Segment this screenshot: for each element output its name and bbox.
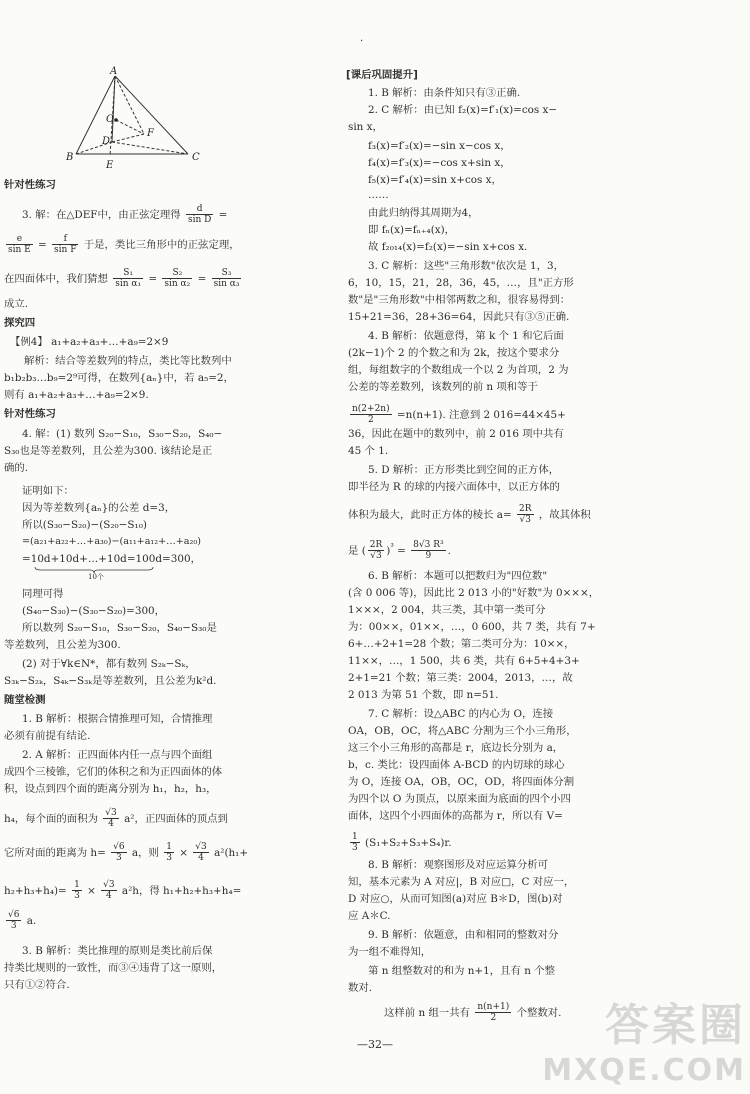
t2-text: a.: [26, 914, 37, 927]
r6-line-6: 11××，…，1 500，共 6 类，共有 6+5+4+3+: [348, 655, 580, 667]
r6-line-1: 6. B 解析：本题可以把数归为"四位数": [368, 570, 548, 582]
frac-num: √3: [105, 808, 117, 818]
r4-line-7: 45 个 1.: [348, 445, 389, 457]
t2-line-2: 成四个三棱锥，它们的体积之和为正四面体的体: [4, 766, 223, 778]
q4-line-5: 因为等差数列{aₙ}的公差 d=3，: [22, 502, 176, 514]
eq: =: [148, 272, 158, 285]
r2-line-8: 即 fₙ(x)=fₙ₊₄(x)，: [368, 224, 456, 236]
frac-den: sin α₁: [115, 279, 142, 290]
fraction-sqrt6-3: [111, 842, 126, 864]
r5-text: 是: [348, 544, 359, 557]
r6-line-3: 1×××，2 004，共三类，其中第一类可分: [348, 604, 546, 616]
r2-line-4: f₄(x)=f′₃(x)=−cos x+sin x，: [368, 157, 511, 169]
r7-line-8: [348, 832, 452, 854]
q3-line-2: $\frac{e}{\text{sin E}}$ = $\frac{f}{\text{sin F}}$ 于是，类比三角形中的正弦定理，: [8, 234, 240, 256]
fraction-d-sinD: [186, 204, 213, 226]
frac-den: 4: [108, 819, 114, 830]
r6-line-2: (含 0 006 等)，因此比 2 013 小的"好数"为 0×××，: [348, 587, 600, 599]
fraction-sqrt3-4c: [101, 880, 116, 902]
power: ³: [390, 542, 394, 553]
fraction-1-3b: [72, 880, 82, 902]
fraction-8sqrt3R3-9: [411, 540, 445, 562]
r2-line-2: sin x，: [348, 121, 383, 133]
underbrace-label: 10个: [88, 573, 104, 581]
point-O: [114, 118, 118, 122]
ex4-analysis-3: 则有 a₁+a₂+a₃+…+a₉=2×9.: [4, 389, 149, 401]
r8-line-2: 知，基本元素为 A 对应|，B 对应□，C 对应一，: [348, 876, 575, 888]
r2-line-1: 2. C 解析：由已知 f₂(x)=f′₁(x)=cos x−: [368, 104, 558, 116]
q4-line-4: 证明如下：: [22, 485, 74, 497]
edge-AD: [112, 76, 115, 142]
q4-line-12: 等差数列，且公差为300.: [4, 639, 121, 651]
label-F: F: [147, 128, 154, 139]
r4-line-1: 4. B 解析：依题意得，第 k 个 1 和它后面: [368, 330, 564, 342]
r1-line: 1. B 解析：由条件知只有③正确.: [368, 87, 521, 99]
frac-den: 2: [490, 1013, 497, 1024]
frac-den: sin F: [54, 245, 77, 256]
q4-line-3: 确的.: [4, 462, 29, 474]
edge-DC: [112, 142, 188, 154]
frac-num: √3: [103, 880, 115, 890]
t2-line-3: 积，设点到四个面的距离分别为 h₁，h₂，h₃，: [4, 783, 217, 795]
frac-den: sin α₂: [164, 279, 191, 290]
frac-num: f: [52, 234, 78, 245]
frac-den: 4: [106, 891, 112, 902]
fraction-2R-sqrt3: [517, 504, 534, 526]
r5-text: ，故其体积: [538, 508, 591, 521]
t2-text: a，则: [131, 846, 159, 859]
r3-line-3: 数"是"三角形数"中相邻两数之和，很容易得到：: [348, 294, 571, 306]
heading-classroom-check: 随堂检测: [4, 694, 46, 706]
t1-line-2: 必须有前提有结论.: [4, 730, 91, 742]
frac-den: 3: [352, 843, 358, 854]
watermark-site: MXQE.COM: [542, 1053, 746, 1088]
watermark: [542, 989, 746, 1088]
r4-line-2: (2k−1)个 2 的个数之和为 2k，按这个要求分: [348, 347, 560, 359]
r4-line-4: 公差的等差数列，该数列的前 n 项和等于: [348, 381, 538, 393]
heading-targeted-practice-1: 针对性练习: [4, 179, 56, 191]
t3-line-3: 只有①②符合.: [4, 979, 70, 991]
r2-line-3: f₃(x)=f′₂(x)=−sin x−cos x，: [368, 140, 511, 152]
r9-line-1: 9. B 解析：依题意，由和相同的整数对分: [368, 929, 559, 941]
q4-line-9: 同理可得: [22, 588, 64, 600]
fraction-e-sinE: [6, 234, 33, 256]
fraction-nn1-2: [475, 1002, 511, 1024]
t3-line-2: 持类比规则的一致性，而③④违背了这一原则，: [4, 962, 223, 974]
q4-line-2: S₃₀也是等差数列，且公差为300. 该结论是正: [4, 445, 213, 457]
r3-line-1: 3. C 解析：这些"三角形数"依次是 1，3，: [368, 260, 565, 272]
q3-text-3: 在四面体中，我们猜想: [4, 272, 108, 285]
fraction-1-3c: [350, 832, 360, 854]
r5-text: =: [397, 544, 406, 557]
fraction-1-3: [164, 842, 174, 864]
t2-line-5: [4, 842, 248, 864]
r9-line-3: 第 n 组整数对的和为 n+1，且有 n 个整: [368, 965, 555, 977]
heading-targeted-practice-2: 针对性练习: [4, 408, 56, 420]
r5-text: 体积为最大，此时正方体的棱长 a=: [348, 508, 512, 521]
eq: =: [197, 272, 207, 285]
r7-line-6: 为四个以 O 为顶点，以原来面为底面的四个小四: [348, 793, 571, 805]
r2-line-7: 由此归纳得其周期为4，: [368, 207, 479, 219]
r2-line-6: ……: [368, 189, 389, 201]
t1-line-1: 1. B 解析：根据合情推理可知，合情推理: [22, 713, 213, 725]
label-E: E: [106, 160, 114, 171]
q3-line-1: [22, 204, 227, 226]
frac-num: √6: [113, 842, 125, 852]
frac-num: e: [6, 234, 33, 245]
frac-num: S₁: [113, 268, 143, 279]
r4-line-3: 组，每组数字的个数组成一个以 2 为首项，2 为: [348, 364, 569, 376]
ex4-analysis-2: b₁b₂b₃…b₉=2⁹可得，在数列{aₙ}中，若 a₅=2，: [4, 372, 234, 384]
r7-text: (S₁+S₂+S₃+S₄)r.: [365, 836, 452, 849]
r9-text: 这样前 n 组一共有: [384, 1006, 471, 1019]
label-C: C: [192, 152, 200, 163]
heading-after-class: [课后巩固提升]: [346, 69, 418, 81]
frac-num: S₃: [212, 268, 242, 279]
label-D: D: [102, 136, 111, 147]
frac-num: n(2+2n): [352, 404, 390, 414]
line-AF: [115, 76, 144, 134]
r6-line-5: 6+…+2+1=28 个数；第二类可分为：10××，: [348, 638, 575, 650]
r7-line-4: b，c. 类比：设四面体 A-BCD 的内切球的球心: [348, 759, 565, 771]
r8-line-3: D 对应○，从而可知图(a)对应 B＊D，图(b)对: [348, 893, 563, 905]
t2-text: h₂+h₃+h₄)=: [4, 884, 67, 897]
r6-line-8: 2 013 为第 51 个数，即 n=51.: [348, 689, 499, 701]
t3-line-1: 3. B 解析：类比推理的原则是类比前后保: [22, 945, 213, 957]
q4-line-13: (2) 对于∀k∈N*，都有数列 S₂ₖ−Sₖ，: [22, 658, 196, 670]
r2-line-5: f₅(x)=f′₄(x)=sin x+cos x，: [368, 174, 502, 186]
fraction-f-sinF: [52, 234, 78, 256]
r5-line-2: 即半径为 R 的球的内接六面体中，以正方体的: [348, 481, 560, 493]
t2-line-4: [4, 808, 228, 830]
edge-AC: [115, 76, 188, 154]
frac-den: 3: [166, 853, 172, 864]
t2-text: a²(h₁+: [214, 846, 249, 859]
frac-num: 2R: [518, 504, 532, 514]
r5-line-3: [348, 504, 591, 526]
q4-line-8: =10d+10d+…+10d=100d=300，: [22, 553, 201, 565]
frac-num: 1: [74, 880, 80, 890]
t2-line-6: [4, 880, 241, 902]
r5-line-1: 5. D 解析：正方形类比到空间的正方体，: [368, 464, 560, 476]
r7-line-2: OA，OB，OC，将△ABC 分割为三个小三角形，: [348, 725, 577, 737]
frac-num: 8√3 R³: [413, 540, 444, 550]
r4-line-6: 36，因此在题中的数列中，前 2 016 项中共有: [348, 428, 564, 440]
q3-text-1: 3. 解：在△DEF中，由正弦定理得: [22, 208, 181, 221]
line-DF: [112, 134, 144, 142]
frac-den: 2: [367, 415, 374, 426]
fraction-sqrt3-4: [103, 808, 118, 830]
q4-line-14: S₃ₖ−S₂ₖ，S₄ₖ−S₃ₖ是等差数列，且公差为k²d.: [4, 675, 217, 687]
frac-den: sin α₃: [213, 279, 240, 290]
q3-text-2: 于是，类比三角形中的正弦定理，: [83, 238, 240, 251]
line-OF: [116, 120, 144, 134]
frac-den: √3: [519, 515, 531, 526]
q4-line-7: =(a₂₁+a₂₂+…+a₃₀)−(a₁₁+a₁₂+…+a₂₀): [22, 536, 201, 547]
t2-text: a²h，得 h₁+h₂+h₃+h₄=: [121, 884, 242, 897]
t2-text: ×: [179, 846, 188, 859]
frac-num: S₂: [162, 268, 192, 279]
r9-text: 个整数对.: [516, 1006, 562, 1019]
ex4-analysis-1: 解析：结合等差数列的特点，类比等比数列中: [24, 355, 232, 367]
fraction-S3: [212, 268, 242, 290]
r4-line-5: [348, 404, 566, 426]
fraction-n2plus2n-2: [350, 404, 392, 426]
r2-line-9: 故 f₂₀₁₄(x)=f₂(x)=−sin x+cos x.: [368, 241, 528, 253]
r3-line-4: 15+21=36，28+36=64，因此只有③⑤正确.: [348, 311, 570, 323]
frac-den: 3: [116, 853, 122, 864]
frac-den: sin D: [187, 215, 212, 226]
fraction-sqrt6-3b: [6, 910, 21, 932]
frac-den: 9: [425, 551, 432, 562]
r7-line-1: 7. C 解析：设△ABC 的内心为 O，连接: [368, 708, 554, 720]
r7-line-3: 这三个小三角形的高都是 r，底边长分别为 a，: [348, 742, 564, 754]
r8-line-1: 8. B 解析：观察图形及对应运算分析可: [368, 859, 549, 871]
q4-line-11: 所以数列 S₂₀−S₁₀，S₃₀−S₂₀，S₄₀−S₃₀是: [22, 622, 217, 634]
r8-line-4: 应 A＊C.: [348, 910, 391, 922]
frac-den: sin E: [8, 245, 31, 256]
t2-text: h₄，每个面的面积为: [4, 812, 98, 825]
r7-line-5: 为 O，连接 OA，OB，OC，OD，将四面体分割: [348, 776, 575, 788]
frac-num: 1: [352, 832, 358, 842]
frac-num: √6: [8, 910, 20, 920]
r9-line-4: 数对.: [348, 982, 373, 994]
q4-line-6: 所以(S₃₀−S₂₀)−(S₂₀−S₁₀): [22, 519, 147, 531]
frac-num: 2R: [369, 540, 383, 550]
t2-line-1: 2. A 解析：正四面体内任一点与四个面组: [22, 749, 213, 761]
r3-line-2: 6，10，15，21，28，36，45，…，且"正方形: [348, 277, 574, 289]
q4-line-10: (S₄₀−S₃₀)−(S₃₀−S₂₀)=300，: [22, 605, 166, 617]
frac-den: 3: [10, 921, 17, 932]
q3-eq-1: =: [218, 208, 228, 221]
r7-line-7: 面体，这四个小四面体的高都为 r，所以有 V=: [348, 810, 563, 822]
label-A: A: [110, 66, 118, 77]
fraction-sqrt3-4b: [193, 842, 208, 864]
fraction-S2: [162, 268, 192, 290]
r5-line-4: 是 ( $\frac{2R}{√3}$ )$^{^3}$ = $\frac{\text{8√3 R³}}{9}$ .: [348, 540, 451, 562]
q3-line-4: 成立.: [4, 298, 29, 310]
watermark-brand: 答案圈: [605, 1000, 746, 1051]
frac-den: 4: [198, 853, 204, 864]
frac-num: d: [186, 204, 213, 215]
frac-num: √3: [195, 842, 207, 852]
q3-line-3: [4, 268, 243, 290]
label-B: B: [66, 152, 74, 163]
q4-line-1: 4. 解：(1) 数列 S₂₀−S₁₀，S₃₀−S₂₀，S₄₀−: [22, 428, 223, 440]
r9-line-5: [384, 1002, 561, 1024]
frac-den: 3: [74, 891, 80, 902]
heading-explore-4: 探究四: [4, 317, 36, 329]
frac-num: 1: [166, 842, 172, 852]
example-4: 【例4】 a₁+a₂+a₃+…+a₉=2×9: [10, 336, 169, 348]
r6-line-4: 为：00××，01××，…，0 600，共 7 类，共有 7+: [348, 621, 596, 633]
tetrahedron-figure: [66, 64, 216, 174]
top-mark: ·: [360, 36, 364, 47]
label-O: O: [106, 114, 115, 125]
r4-text: =n(n+1). 注意到 2 016=44×45+: [396, 408, 566, 421]
t2-text: 它所对面的距离为 h=: [4, 846, 106, 859]
t2-text: ×: [87, 884, 96, 897]
fraction-S1: [113, 268, 143, 290]
fraction-2R-sqrt3b: [368, 540, 385, 562]
r9-line-2: 为一组不难得知，: [348, 946, 432, 958]
page-number: —32—: [357, 1038, 393, 1051]
frac-num: n(n+1): [477, 1002, 510, 1012]
t2-line-7: [4, 910, 36, 932]
frac-den: √3: [370, 551, 382, 562]
t2-text: a²，正四面体的顶点到: [124, 812, 228, 825]
r6-line-7: 2+1=21 个数；第三类：2004，2013，…，故: [348, 672, 573, 684]
